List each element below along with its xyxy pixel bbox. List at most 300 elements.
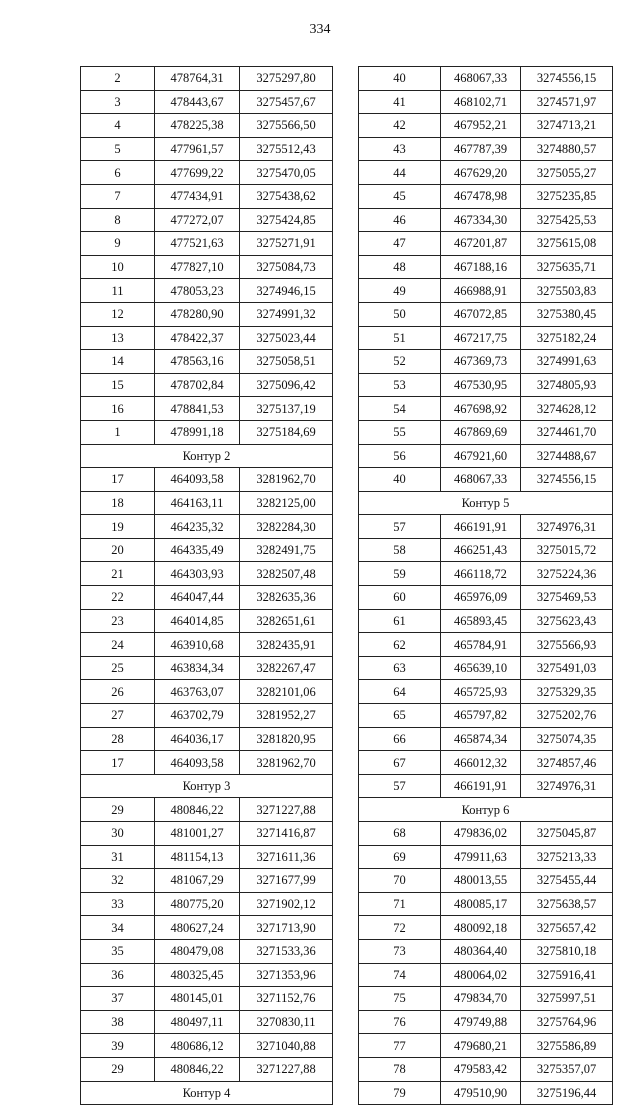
x-coordinate: 479834,70 (441, 987, 521, 1011)
contour-title: Контур 6 (359, 798, 613, 822)
x-coordinate: 464047,44 (155, 586, 240, 610)
point-number: 1 (81, 420, 155, 444)
point-number: 32 (81, 869, 155, 893)
y-coordinate: 3275196,44 (521, 1081, 613, 1105)
y-coordinate: 3275566,93 (521, 633, 613, 657)
table-row (359, 326, 613, 350)
x-coordinate: 464093,58 (155, 751, 240, 775)
table-row (81, 656, 333, 680)
x-coordinate: 468067,33 (441, 468, 521, 492)
y-coordinate: 3275055,27 (521, 161, 613, 185)
x-coordinate: 464335,49 (155, 538, 240, 562)
y-coordinate: 3274946,15 (240, 279, 333, 303)
x-coordinate: 477961,57 (155, 137, 240, 161)
y-coordinate: 3281962,70 (240, 751, 333, 775)
x-coordinate: 479583,42 (441, 1057, 521, 1081)
x-coordinate: 480846,22 (155, 798, 240, 822)
y-coordinate: 3274976,31 (521, 515, 613, 539)
point-number: 2 (81, 67, 155, 91)
table-row (359, 939, 613, 963)
point-number: 17 (81, 751, 155, 775)
y-coordinate: 3282284,30 (240, 515, 333, 539)
y-coordinate: 3271040,88 (240, 1034, 333, 1058)
y-coordinate: 3275457,67 (240, 90, 333, 114)
table-row (359, 444, 613, 468)
point-number: 36 (81, 963, 155, 987)
table-row (81, 845, 333, 869)
point-number: 12 (81, 302, 155, 326)
table-row (81, 751, 333, 775)
x-coordinate: 480846,22 (155, 1057, 240, 1081)
y-coordinate: 3275470,05 (240, 161, 333, 185)
table-row (81, 468, 333, 492)
point-number: 24 (81, 633, 155, 657)
x-coordinate: 466191,91 (441, 515, 521, 539)
point-number: 67 (359, 751, 441, 775)
y-coordinate: 3274976,31 (521, 774, 613, 798)
y-coordinate: 3271713,90 (240, 916, 333, 940)
x-coordinate: 478280,90 (155, 302, 240, 326)
y-coordinate: 3271416,87 (240, 822, 333, 846)
y-coordinate: 3282635,36 (240, 586, 333, 610)
point-number: 54 (359, 397, 441, 421)
table-row (81, 939, 333, 963)
contour-header-row (359, 491, 613, 515)
x-coordinate: 466251,43 (441, 538, 521, 562)
y-coordinate: 3275271,91 (240, 232, 333, 256)
x-coordinate: 477272,07 (155, 208, 240, 232)
x-coordinate: 480775,20 (155, 892, 240, 916)
point-number: 29 (81, 1057, 155, 1081)
x-coordinate: 479510,90 (441, 1081, 521, 1105)
table-row (81, 255, 333, 279)
point-number: 64 (359, 680, 441, 704)
y-coordinate: 3274556,15 (521, 468, 613, 492)
x-coordinate: 467629,20 (441, 161, 521, 185)
point-number: 40 (359, 67, 441, 91)
table-row (359, 1034, 613, 1058)
x-coordinate: 479680,21 (441, 1034, 521, 1058)
x-coordinate: 463834,34 (155, 656, 240, 680)
point-number: 23 (81, 609, 155, 633)
x-coordinate: 467072,85 (441, 302, 521, 326)
table-row (81, 350, 333, 374)
point-number: 19 (81, 515, 155, 539)
table-row (81, 161, 333, 185)
table-row (359, 586, 613, 610)
y-coordinate: 3271227,88 (240, 1057, 333, 1081)
y-coordinate: 3275916,41 (521, 963, 613, 987)
y-coordinate: 3275997,51 (521, 987, 613, 1011)
table-row (359, 468, 613, 492)
table-row (359, 397, 613, 421)
point-number: 37 (81, 987, 155, 1011)
x-coordinate: 478764,31 (155, 67, 240, 91)
point-number: 18 (81, 491, 155, 515)
x-coordinate: 479836,02 (441, 822, 521, 846)
point-number: 40 (359, 468, 441, 492)
contour-header-row (81, 444, 333, 468)
y-coordinate: 3275213,33 (521, 845, 613, 869)
y-coordinate: 3275137,19 (240, 397, 333, 421)
y-coordinate: 3275764,96 (521, 1010, 613, 1034)
y-coordinate: 3275455,44 (521, 869, 613, 893)
x-coordinate: 478443,67 (155, 90, 240, 114)
point-number: 5 (81, 137, 155, 161)
y-coordinate: 3275202,76 (521, 704, 613, 728)
y-coordinate: 3274556,15 (521, 67, 613, 91)
y-coordinate: 3275425,53 (521, 208, 613, 232)
x-coordinate: 480686,12 (155, 1034, 240, 1058)
table-row (359, 279, 613, 303)
point-number: 52 (359, 350, 441, 374)
y-coordinate: 3275566,50 (240, 114, 333, 138)
x-coordinate: 465639,10 (441, 656, 521, 680)
table-row (359, 963, 613, 987)
y-coordinate: 3275297,80 (240, 67, 333, 91)
point-number: 46 (359, 208, 441, 232)
point-number: 21 (81, 562, 155, 586)
y-coordinate: 3275329,35 (521, 680, 613, 704)
page-number: 334 (309, 22, 331, 37)
y-coordinate: 3271611,36 (240, 845, 333, 869)
y-coordinate: 3282507,48 (240, 562, 333, 586)
point-number: 3 (81, 90, 155, 114)
y-coordinate: 3281820,95 (240, 727, 333, 751)
point-number: 49 (359, 279, 441, 303)
x-coordinate: 468102,71 (441, 90, 521, 114)
x-coordinate: 480085,17 (441, 892, 521, 916)
table-row (359, 774, 613, 798)
y-coordinate: 3274991,32 (240, 302, 333, 326)
table-row (81, 515, 333, 539)
table-row (359, 916, 613, 940)
contour-header-row (81, 774, 333, 798)
x-coordinate: 464014,85 (155, 609, 240, 633)
x-coordinate: 477521,63 (155, 232, 240, 256)
point-number: 55 (359, 420, 441, 444)
contour-title: Контур 4 (81, 1081, 333, 1105)
point-number: 41 (359, 90, 441, 114)
y-coordinate: 3282267,47 (240, 656, 333, 680)
table-row (81, 232, 333, 256)
y-coordinate: 3275491,03 (521, 656, 613, 680)
table-row (359, 515, 613, 539)
table-row (81, 704, 333, 728)
x-coordinate: 465874,34 (441, 727, 521, 751)
point-number: 4 (81, 114, 155, 138)
point-number: 57 (359, 774, 441, 798)
point-number: 34 (81, 916, 155, 940)
x-coordinate: 481001,27 (155, 822, 240, 846)
x-coordinate: 477434,91 (155, 184, 240, 208)
table-row (81, 491, 333, 515)
table-row (359, 680, 613, 704)
point-number: 65 (359, 704, 441, 728)
table-row (81, 420, 333, 444)
point-number: 45 (359, 184, 441, 208)
table-row (81, 373, 333, 397)
y-coordinate: 3274880,57 (521, 137, 613, 161)
contour-title: Контур 5 (359, 491, 613, 515)
y-coordinate: 3275184,69 (240, 420, 333, 444)
x-coordinate: 477827,10 (155, 255, 240, 279)
table-row (81, 397, 333, 421)
point-number: 53 (359, 373, 441, 397)
table-row (81, 90, 333, 114)
x-coordinate: 466012,32 (441, 751, 521, 775)
y-coordinate: 3274713,21 (521, 114, 613, 138)
y-coordinate: 3275084,73 (240, 255, 333, 279)
point-number: 15 (81, 373, 155, 397)
table-row (359, 892, 613, 916)
table-row (81, 184, 333, 208)
table-row (81, 562, 333, 586)
x-coordinate: 480145,01 (155, 987, 240, 1011)
table-row (359, 633, 613, 657)
point-number: 79 (359, 1081, 441, 1105)
y-coordinate: 3275045,87 (521, 822, 613, 846)
table-row (359, 161, 613, 185)
x-coordinate: 465797,82 (441, 704, 521, 728)
table-row (359, 562, 613, 586)
table-row (81, 680, 333, 704)
table-row (359, 822, 613, 846)
x-coordinate: 480627,24 (155, 916, 240, 940)
point-number: 71 (359, 892, 441, 916)
y-coordinate: 3282125,00 (240, 491, 333, 515)
x-coordinate: 468067,33 (441, 67, 521, 91)
y-coordinate: 3275586,89 (521, 1034, 613, 1058)
x-coordinate: 464163,11 (155, 491, 240, 515)
point-number: 35 (81, 939, 155, 963)
x-coordinate: 463910,68 (155, 633, 240, 657)
x-coordinate: 467188,16 (441, 255, 521, 279)
table-row (81, 963, 333, 987)
point-number: 30 (81, 822, 155, 846)
table-row (81, 279, 333, 303)
point-number: 56 (359, 444, 441, 468)
point-number: 16 (81, 397, 155, 421)
y-coordinate: 3275810,18 (521, 939, 613, 963)
point-number: 57 (359, 515, 441, 539)
x-coordinate: 467334,30 (441, 208, 521, 232)
point-number: 33 (81, 892, 155, 916)
y-coordinate: 3275615,08 (521, 232, 613, 256)
table-row (359, 208, 613, 232)
x-coordinate: 464303,93 (155, 562, 240, 586)
table-row (81, 727, 333, 751)
point-number: 60 (359, 586, 441, 610)
table-row (359, 751, 613, 775)
table-row (81, 1010, 333, 1034)
table-row (81, 67, 333, 91)
x-coordinate: 467952,21 (441, 114, 521, 138)
table-row (359, 704, 613, 728)
y-coordinate: 3282435,91 (240, 633, 333, 657)
x-coordinate: 467698,92 (441, 397, 521, 421)
table-row (359, 350, 613, 374)
table-row (81, 798, 333, 822)
x-coordinate: 478563,16 (155, 350, 240, 374)
point-number: 44 (359, 161, 441, 185)
y-coordinate: 3275623,43 (521, 609, 613, 633)
y-coordinate: 3281952,27 (240, 704, 333, 728)
point-number: 66 (359, 727, 441, 751)
y-coordinate: 3274571,97 (521, 90, 613, 114)
x-coordinate: 467921,60 (441, 444, 521, 468)
x-coordinate: 466191,91 (441, 774, 521, 798)
point-number: 13 (81, 326, 155, 350)
y-coordinate: 3274857,46 (521, 751, 613, 775)
table-row (359, 538, 613, 562)
table-row (359, 114, 613, 138)
x-coordinate: 467478,98 (441, 184, 521, 208)
table-row (81, 302, 333, 326)
table-row (81, 869, 333, 893)
y-coordinate: 3275015,72 (521, 538, 613, 562)
table-row (81, 538, 333, 562)
x-coordinate: 480013,55 (441, 869, 521, 893)
point-number: 27 (81, 704, 155, 728)
table-row (81, 137, 333, 161)
y-coordinate: 3274628,12 (521, 397, 613, 421)
point-number: 48 (359, 255, 441, 279)
point-number: 29 (81, 798, 155, 822)
point-number: 75 (359, 987, 441, 1011)
y-coordinate: 3275096,42 (240, 373, 333, 397)
x-coordinate: 467869,69 (441, 420, 521, 444)
x-coordinate: 478991,18 (155, 420, 240, 444)
point-number: 26 (81, 680, 155, 704)
point-number: 63 (359, 656, 441, 680)
y-coordinate: 3271533,36 (240, 939, 333, 963)
y-coordinate: 3275503,83 (521, 279, 613, 303)
point-number: 11 (81, 279, 155, 303)
table-row (359, 869, 613, 893)
point-number: 58 (359, 538, 441, 562)
x-coordinate: 463763,07 (155, 680, 240, 704)
point-number: 59 (359, 562, 441, 586)
point-number: 43 (359, 137, 441, 161)
table-row (81, 633, 333, 657)
x-coordinate: 467201,87 (441, 232, 521, 256)
x-coordinate: 477699,22 (155, 161, 240, 185)
y-coordinate: 3275424,85 (240, 208, 333, 232)
y-coordinate: 3271677,99 (240, 869, 333, 893)
point-number: 38 (81, 1010, 155, 1034)
point-number: 14 (81, 350, 155, 374)
table-row (81, 822, 333, 846)
table-row (359, 845, 613, 869)
point-number: 68 (359, 822, 441, 846)
x-coordinate: 480092,18 (441, 916, 521, 940)
y-coordinate: 3282101,06 (240, 680, 333, 704)
x-coordinate: 466118,72 (441, 562, 521, 586)
point-number: 73 (359, 939, 441, 963)
point-number: 50 (359, 302, 441, 326)
x-coordinate: 479911,63 (441, 845, 521, 869)
table-row (359, 420, 613, 444)
x-coordinate: 467217,75 (441, 326, 521, 350)
x-coordinate: 481067,29 (155, 869, 240, 893)
table-row (81, 916, 333, 940)
y-coordinate: 3275182,24 (521, 326, 613, 350)
point-number: 74 (359, 963, 441, 987)
x-coordinate: 478422,37 (155, 326, 240, 350)
point-number: 39 (81, 1034, 155, 1058)
y-coordinate: 3275357,07 (521, 1057, 613, 1081)
point-number: 62 (359, 633, 441, 657)
y-coordinate: 3275469,53 (521, 586, 613, 610)
x-coordinate: 479749,88 (441, 1010, 521, 1034)
point-number: 10 (81, 255, 155, 279)
y-coordinate: 3271902,12 (240, 892, 333, 916)
table-row (359, 137, 613, 161)
x-coordinate: 478841,53 (155, 397, 240, 421)
y-coordinate: 3275023,44 (240, 326, 333, 350)
x-coordinate: 478053,23 (155, 279, 240, 303)
y-coordinate: 3282651,61 (240, 609, 333, 633)
point-number: 42 (359, 114, 441, 138)
table-row (81, 987, 333, 1011)
table-row (359, 727, 613, 751)
table-row (81, 609, 333, 633)
point-number: 47 (359, 232, 441, 256)
table-row (359, 90, 613, 114)
y-coordinate: 3274461,70 (521, 420, 613, 444)
y-coordinate: 3275638,57 (521, 892, 613, 916)
point-number: 7 (81, 184, 155, 208)
y-coordinate: 3271227,88 (240, 798, 333, 822)
x-coordinate: 480064,02 (441, 963, 521, 987)
y-coordinate: 3270830,11 (240, 1010, 333, 1034)
y-coordinate: 3275224,36 (521, 562, 613, 586)
x-coordinate: 478225,38 (155, 114, 240, 138)
y-coordinate: 3282491,75 (240, 538, 333, 562)
x-coordinate: 467787,39 (441, 137, 521, 161)
x-coordinate: 466988,91 (441, 279, 521, 303)
x-coordinate: 463702,79 (155, 704, 240, 728)
table-row (359, 184, 613, 208)
x-coordinate: 465893,45 (441, 609, 521, 633)
y-coordinate: 3274805,93 (521, 373, 613, 397)
x-coordinate: 480325,45 (155, 963, 240, 987)
table-row (359, 302, 613, 326)
y-coordinate: 3275438,62 (240, 184, 333, 208)
point-number: 51 (359, 326, 441, 350)
contour-header-row (81, 1081, 333, 1105)
point-number: 72 (359, 916, 441, 940)
x-coordinate: 465976,09 (441, 586, 521, 610)
table-row (359, 987, 613, 1011)
point-number: 78 (359, 1057, 441, 1081)
point-number: 6 (81, 161, 155, 185)
point-number: 25 (81, 656, 155, 680)
contour-title: Контур 2 (81, 444, 333, 468)
x-coordinate: 480497,11 (155, 1010, 240, 1034)
table-row (359, 1057, 613, 1081)
x-coordinate: 467530,95 (441, 373, 521, 397)
table-row (359, 1081, 613, 1105)
y-coordinate: 3275635,71 (521, 255, 613, 279)
y-coordinate: 3271353,96 (240, 963, 333, 987)
y-coordinate: 3274991,63 (521, 350, 613, 374)
coordinates-table-right (358, 66, 613, 1105)
table-row (81, 114, 333, 138)
y-coordinate: 3275657,42 (521, 916, 613, 940)
contour-title: Контур 3 (81, 774, 333, 798)
